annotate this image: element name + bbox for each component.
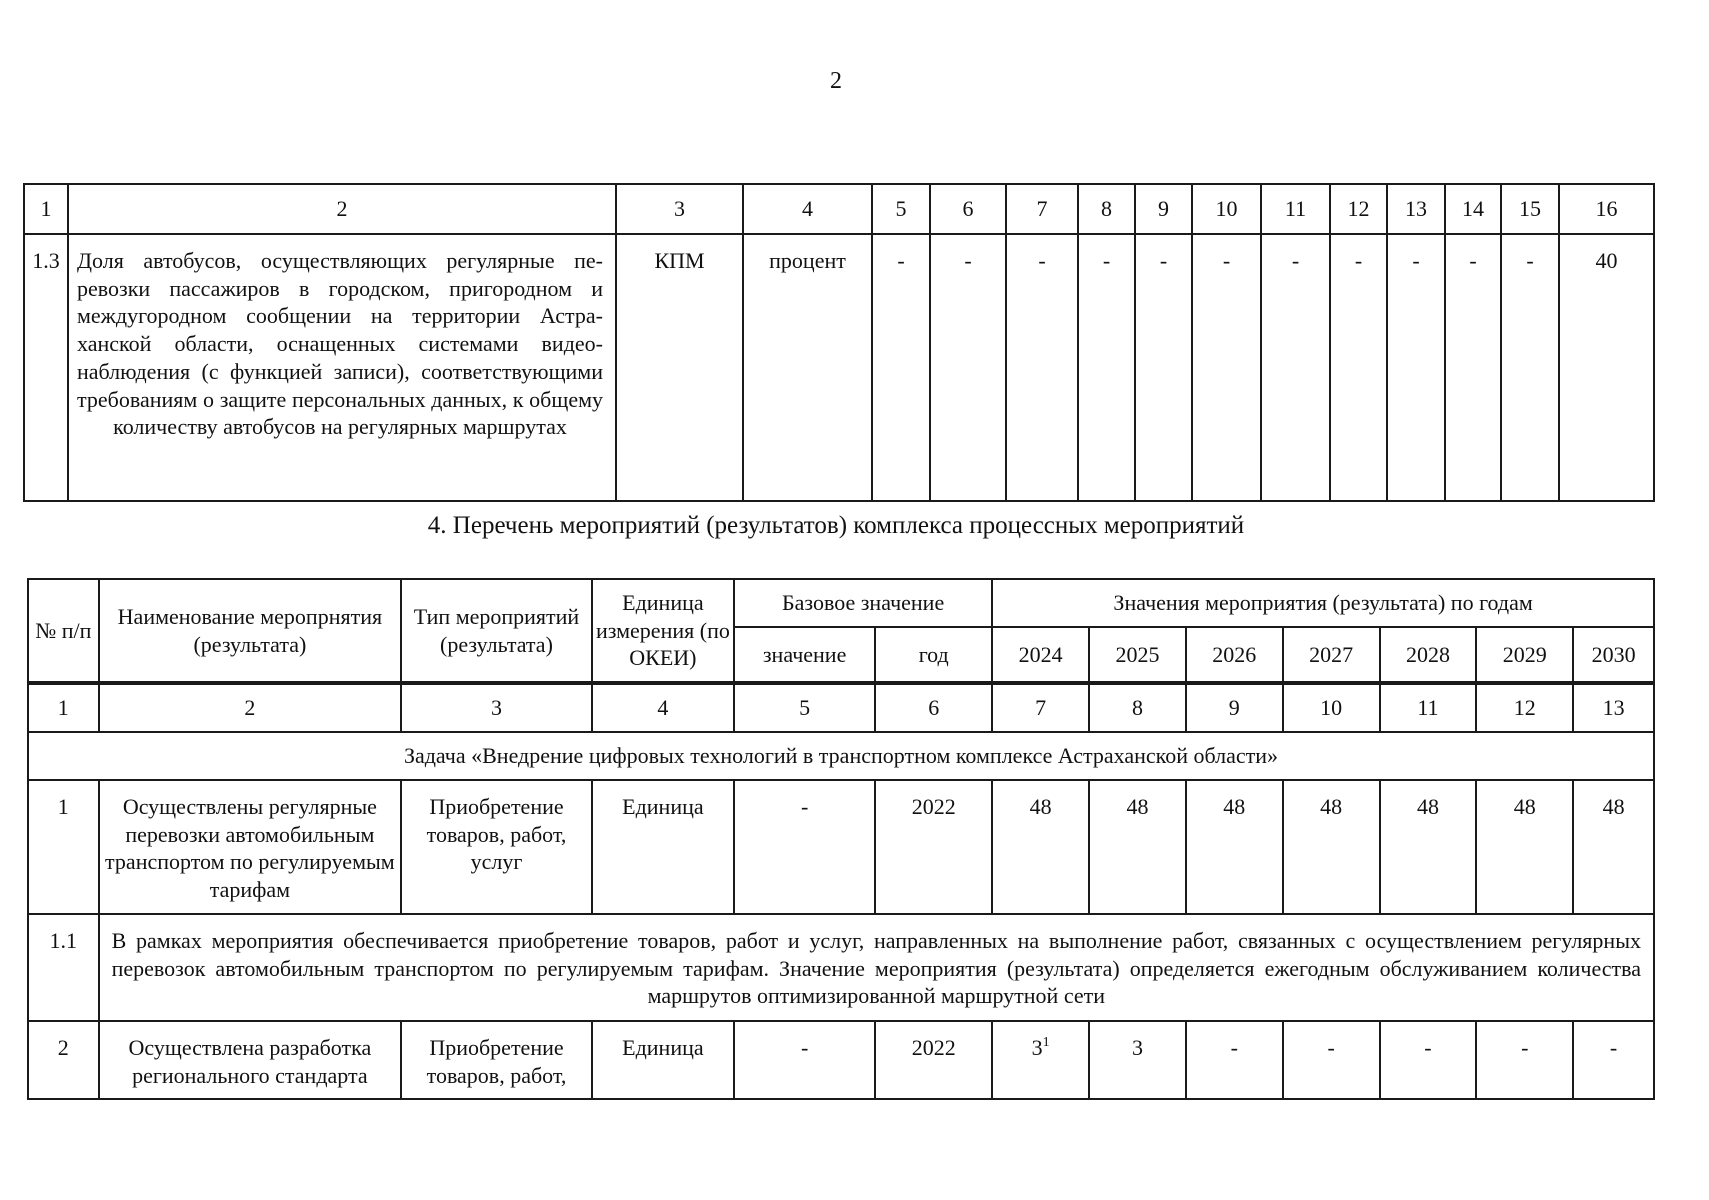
column-number: 4 (592, 683, 734, 732)
year-value-number: 3 (1031, 1035, 1043, 1061)
column-number: 9 (1186, 683, 1283, 732)
year-value: 3 (1089, 1021, 1186, 1099)
column-number: 5 (734, 683, 875, 732)
header-number: № п/п (28, 579, 99, 683)
table-row (24, 234, 1654, 501)
header-year: 2028 (1380, 627, 1477, 683)
header-year: 2025 (1089, 627, 1186, 683)
measure-type: Приобретение товаров, работ, (401, 1021, 592, 1099)
column-number: 12 (1476, 683, 1573, 732)
column-number: 2 (68, 184, 616, 234)
value-cell: - (1501, 234, 1559, 501)
header-years-group: Значения мероприятия (результата) по годам (992, 579, 1654, 627)
year-value: 48 (1186, 780, 1283, 914)
base-year: 2022 (875, 780, 992, 914)
year-value: - (1476, 1021, 1573, 1099)
header-year: 2024 (992, 627, 1089, 683)
column-number: 10 (1283, 683, 1380, 732)
column-number: 1 (28, 683, 99, 732)
value-cell: - (1387, 234, 1445, 501)
measures-table (27, 578, 1655, 1100)
column-number: 7 (1006, 184, 1078, 234)
column-number: 3 (401, 683, 592, 732)
column-number: 5 (872, 184, 930, 234)
row-number: 2 (28, 1021, 99, 1099)
column-number: 1 (24, 184, 68, 234)
value-cell: - (1192, 234, 1261, 501)
year-value: - (1186, 1021, 1283, 1099)
row-number: 1 (28, 780, 99, 914)
column-number: 6 (930, 184, 1006, 234)
indicator-name: Доля автобусов, осуществляющих регулярные перевозки пассажиров в городском, пригородном и междугородном сообщении на территории Астраханской области, оснащенных системами видеонаблюдения (с функцией записи), соответствующими требованиям о защите персональных данных, к общему количеству автобусов на регулярных маршрутах (68, 234, 616, 501)
column-number: 3 (616, 184, 743, 234)
header-year: 2030 (1573, 627, 1654, 683)
column-number: 8 (1078, 184, 1135, 234)
column-numbers-row (24, 184, 1654, 234)
column-number: 14 (1445, 184, 1501, 234)
base-value: - (734, 780, 875, 914)
column-number: 8 (1089, 683, 1186, 732)
year-value: 48 (1380, 780, 1477, 914)
column-number: 9 (1135, 184, 1192, 234)
column-number: 15 (1501, 184, 1559, 234)
measure-unit: Единица (592, 780, 734, 914)
column-number: 4 (743, 184, 872, 234)
year-value: 48 (1089, 780, 1186, 914)
measure-name: Осуществлены регулярные перевозки автомобильным транспортом по регулируемым тарифам (99, 780, 402, 914)
header-base-value: Базовое значение (734, 579, 992, 627)
header-base-value-year: год (875, 627, 992, 683)
base-value: - (734, 1021, 875, 1099)
header-name: Наименование меропрнятия (результата) (99, 579, 402, 683)
value-cell: - (930, 234, 1006, 501)
value-cell: - (1078, 234, 1135, 501)
column-number: 2 (99, 683, 402, 732)
header-unit: Единица измерения (по ОКЕИ) (592, 579, 734, 683)
indicator-unit: процент (743, 234, 872, 501)
header-year: 2027 (1283, 627, 1380, 683)
column-number: 6 (875, 683, 992, 732)
value-cell: - (872, 234, 930, 501)
year-value: 48 (1573, 780, 1654, 914)
year-value: - (1573, 1021, 1654, 1099)
value-cell: - (1261, 234, 1330, 501)
indicator-type: КПМ (616, 234, 743, 501)
year-value: - (1283, 1021, 1380, 1099)
value-cell: - (1445, 234, 1501, 501)
value-cell: - (1006, 234, 1078, 501)
row-number: 1.1 (28, 914, 99, 1021)
header-type: Тип мероприятий (результата) (401, 579, 592, 683)
column-numbers-row (28, 683, 1654, 732)
header-year: 2029 (1476, 627, 1573, 683)
table-row (28, 780, 1654, 914)
measure-unit: Единица (592, 1021, 734, 1099)
measure-type: Приобретение товаров, работ, услуг (401, 780, 592, 914)
column-number: 10 (1192, 184, 1261, 234)
column-number: 11 (1261, 184, 1330, 234)
footnote-marker: 1 (1042, 1035, 1050, 1051)
column-number: 16 (1559, 184, 1654, 234)
column-number: 7 (992, 683, 1089, 732)
header-row (28, 579, 1654, 627)
column-number: 11 (1380, 683, 1477, 732)
section-title: 4. Перечень мероприятий (результатов) комплекса процессных мероприятий (427, 512, 1245, 539)
task-row (28, 732, 1654, 780)
value-cell: 40 (1559, 234, 1654, 501)
header-base-value-value: значение (734, 627, 875, 683)
header-year: 2026 (1186, 627, 1283, 683)
table-row (28, 1021, 1654, 1099)
task-title: Задача «Внедрение цифровых технологий в транспортном комплексе Астраханской области» (28, 732, 1654, 780)
column-number: 12 (1330, 184, 1387, 234)
year-value: 48 (1476, 780, 1573, 914)
year-value: - (1380, 1021, 1477, 1099)
indicators-table (23, 183, 1655, 502)
page-number: 2 (830, 68, 842, 94)
column-number: 13 (1387, 184, 1445, 234)
year-value (992, 1021, 1089, 1099)
description-row (28, 914, 1654, 1021)
year-value: 48 (992, 780, 1089, 914)
measure-name: Осуществлена разработка регионального стандарта (99, 1021, 402, 1099)
measure-description: В рамках мероприятия обеспечивается приобретение товаров, работ и услуг, направленных на выполнение работ, связанных с осуществлением регулярных перевозок автомобильным транспортом по регулируемым тарифам. Значение мероприятия (результата) определяется ежегодным обслуживанием количества маршрутов оптимизированной маршрутной сети (99, 914, 1654, 1021)
column-number: 13 (1573, 683, 1654, 732)
row-number: 1.3 (24, 234, 68, 501)
value-cell: - (1135, 234, 1192, 501)
base-year: 2022 (875, 1021, 992, 1099)
value-cell: - (1330, 234, 1387, 501)
year-value: 48 (1283, 780, 1380, 914)
